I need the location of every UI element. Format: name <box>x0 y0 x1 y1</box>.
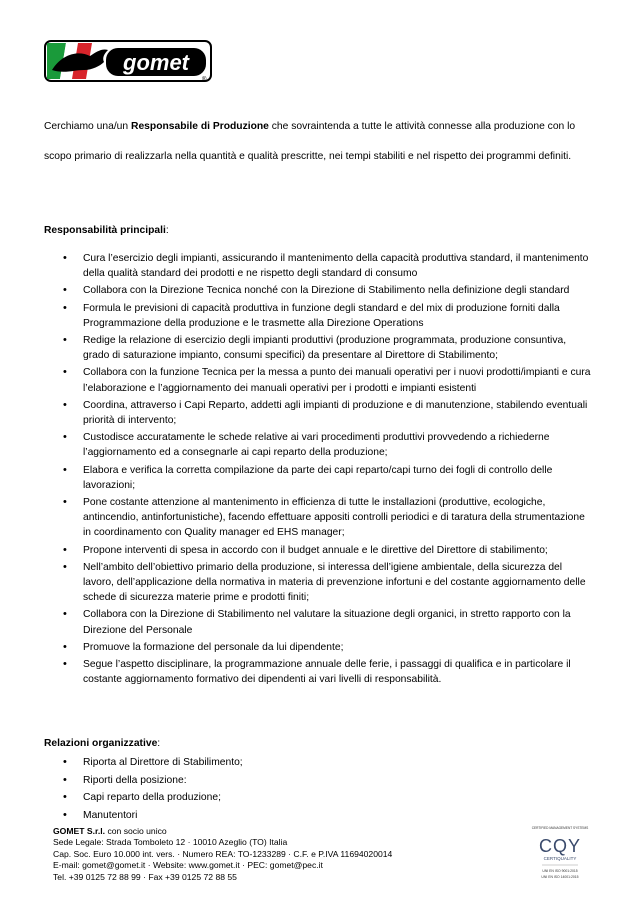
relations-colon: : <box>157 738 161 749</box>
cert-top-text: CERTIFIED MANAGEMENT SYSTEMS <box>531 826 589 830</box>
list-item: • Redige la relazione di esercizio degli impianti produttivi (produzione programmata, produzione consuntiva, grado di saturazione impianto, consumi specifici) da presentare al Direttore di Stabilimento; <box>44 333 592 363</box>
relations-title: Relazioni organizzative <box>44 738 158 749</box>
legal-address: Sede Legale: Strada Tomboleto 12 · 10010 Azeglio (TO) Italia <box>53 837 288 848</box>
gomet-logo <box>44 40 214 84</box>
list-item: • Nell’ambito dell’obiettivo primario della produzione, si interessa dell’igiene ambientale, della sicurezza del lavoro, dell’applicazione della normativa in materia di prevenzione infortuni e del costante aggiornamento delle schede di sicurezza materie prime e prodotti finiti; <box>44 560 592 606</box>
contact-phones: Tel. +39 0125 72 88 99 · Fax +39 0125 72 88 55 <box>53 871 237 882</box>
relations-heading <box>44 738 160 749</box>
list-item: • Pone costante attenzione al mantenimento in efficienza di tutte le installazioni (produttive, ecologiche, antincendio, antinfortunistiche), facendo effettuare appositi controlli periodici e di taratura della strumentazione in coordinamento con Quality manager ed EHS manager; <box>44 495 592 541</box>
list-item: • Riporti della posizione: <box>44 772 592 790</box>
registered-mark: ® <box>202 77 207 83</box>
list-item: • Segue l’aspetto disciplinare, la programmazione annuale delle ferie, i passaggi di qualifica e in particolare il costante aggiornamento formativo dei dipendenti ai vari livelli di responsabilità. <box>44 657 592 687</box>
responsibilities-title: Responsabilità principali <box>44 225 166 236</box>
intro-part1: Cerchiamo una/un <box>44 121 132 132</box>
list-item: • Collabora con la Direzione di Stabilimento nel valutare la situazione degli organici, in stretto rapporto con la Direzione del Personale <box>44 607 592 637</box>
list-item: • Collabora con la funzione Tecnica per la messa a punto dei manuali operativi per i nuovi prodotti/impianti e cura l’elaborazione e l’aggiornamento dei manuali operativi per i prodotti e impianti esistenti <box>44 365 592 395</box>
contact-emails: E-mail: gomet@gomet.it · Website: www.gomet.it · PEC: gomet@pec.it <box>53 860 323 871</box>
company-suffix: con socio unico <box>105 826 167 836</box>
responsibilities-colon: : <box>165 225 169 236</box>
relations-list <box>44 754 592 824</box>
cert-std1: UNI EN ISO 9001:2015 <box>542 869 578 873</box>
list-item: • Formula le previsioni di capacità produttiva in funzione degli standard e del mix di produzione forniti dalla Programmazione della produzione e le trasmette alla Direzione Operations <box>44 301 592 331</box>
certiquality-badge <box>528 822 592 882</box>
company-footer <box>53 826 493 883</box>
cert-std2: UNI EN ISO 14001:2015 <box>541 875 579 879</box>
intro-part2: che sovraintenda a tutte le attività connesse alla produzione con lo scopo primario di realizzarla nella quantità e qualità prescritte, nei tempi stabiliti e nel rispetto dei programmi definiti. <box>44 121 576 162</box>
list-item: • Coordina, attraverso i Capi Reparto, addetti agli impianti di produzione e di manutenzione, stabilendo eventuali priorità di intervento; <box>44 398 592 428</box>
capital-info: Cap. Soc. Euro 10.000 int. vers. · Numero REA: TO-1233289 · C.F. e P.IVA 11694020014 <box>53 848 393 859</box>
cert-name: CERTIQUALITY <box>543 856 577 861</box>
list-item: • Manutentori <box>44 807 592 825</box>
responsibilities-list <box>44 251 592 689</box>
list-item: • Custodisce accuratamente le schede relative ai vari procedimenti produttivi provvedendo a richiederne l’aggiornamento ed a consegnarle ai capi reparto della produzione; <box>44 430 592 460</box>
list-item: • Promuove la formazione del personale da lui dipendente; <box>44 640 592 655</box>
list-item: • Cura l’esercizio degli impianti, assicurando il mantenimento della capacità produttiva standard, il mantenimento della qualità standard dei prodotti e ne rispetto degli standard di consumo <box>44 251 592 281</box>
list-item: • Capi reparto della produzione; <box>44 789 592 807</box>
list-item: • Riporta al Direttore di Stabilimento; <box>44 754 592 772</box>
list-item: • Propone interventi di spesa in accordo con il budget annuale e le direttive del Direttore di stabilimento; <box>44 543 592 558</box>
intro-paragraph <box>44 112 592 172</box>
cert-mark: CQY <box>538 836 582 856</box>
responsibilities-heading <box>44 225 169 236</box>
role-title: Responsabile di Produzione <box>131 121 269 132</box>
list-item: • Collabora con la Direzione Tecnica nonché con la Direzione di Stabilimento nella definizione degli standard <box>44 283 592 298</box>
logo-brand-text: gomet <box>123 50 189 75</box>
list-item: • Elabora e verifica la corretta compilazione da parte dei capi reparto/capi turno dei fogli di controllo delle lavorazioni; <box>44 463 592 493</box>
company-name: GOMET S.r.l. <box>53 826 106 836</box>
